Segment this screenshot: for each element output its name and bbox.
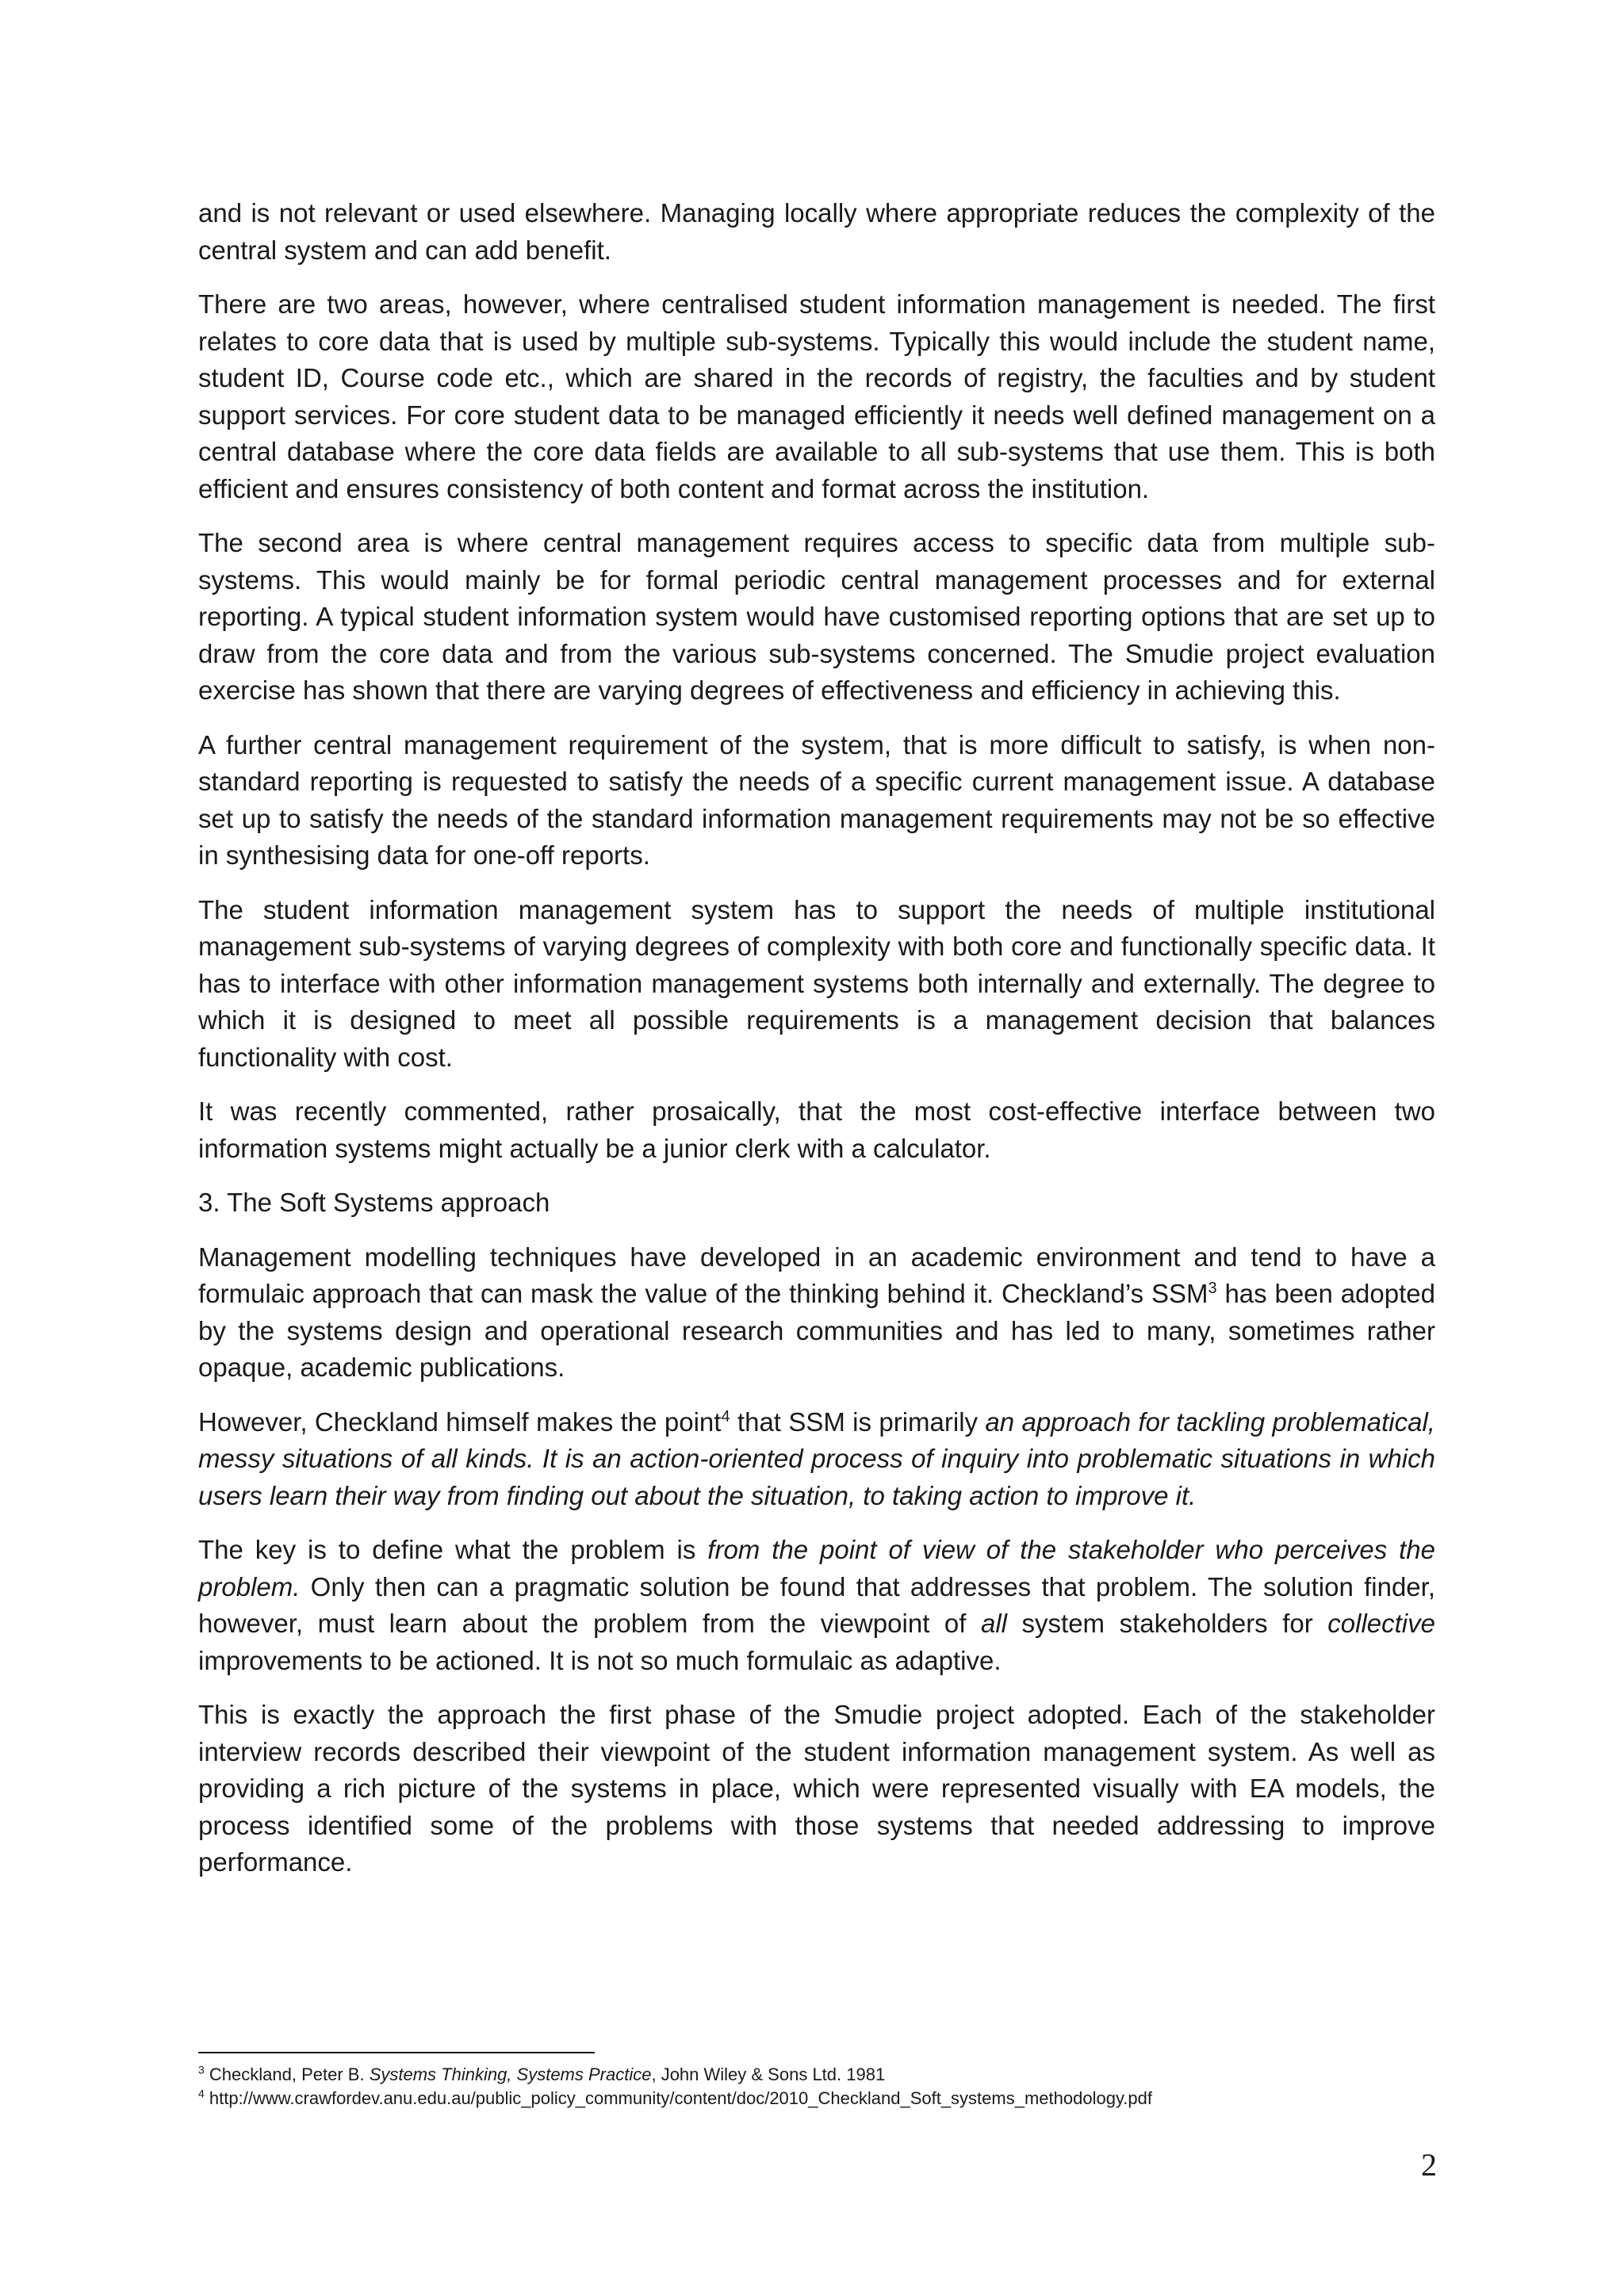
- paragraph-modelling-techniques: [198, 1239, 1435, 1387]
- key-text-4: improvements to be actioned. It is not so much formulaic as adaptive.: [198, 1645, 1002, 1675]
- key-text-1: The key is to define what the problem is: [198, 1535, 708, 1564]
- page-number: 2: [1421, 2147, 1437, 2183]
- paragraph-centralised-areas: There are two areas, however, where centralised student information management is needed. The first relates to core data that is used by multiple sub-systems. Typically this would include the student name, student ID, Course code etc., which are shared in the records of registry, the faculties and by student support services. For core student data to be managed efficiently it needs well defined management on a central database where the core data fields are available to all sub-systems that use them. This is both efficient and ensures consistency of both content and format across the institution.: [198, 289, 1435, 503]
- paragraph-checkland-point: [198, 1404, 1435, 1515]
- footnote-divider: [198, 2052, 595, 2053]
- footnote-4-url[interactable]: http://www.crawfordev.anu.edu.au/public_policy_community/content/doc/2010_Checkland_Soft_systems_methodology.pdf: [204, 2088, 1153, 2108]
- ssm-text-before: Management modelling techniques have developed in an academic environment and tend to have a formulaic approach that can mask the value of the thinking behind it. Checkland’s SSM: [198, 1242, 1435, 1308]
- paragraph-second-area: The second area is where central management requires access to specific data from multiple sub-systems. This would mainly be for formal periodic central management processes and for external reporting. A typical student information system would have customised reporting options that are set up to draw from the core data and from the various sub-systems concerned. The Smudie project evaluation exercise has shown that there are varying degrees of effectiveness and efficiency in achieving this.: [198, 528, 1435, 705]
- footnote-ref-4[interactable]: 4: [721, 1407, 730, 1425]
- footnote-3-text-before: Checkland, Peter B.: [204, 2064, 370, 2084]
- checkland-text-middle: that SSM is primarily: [730, 1406, 986, 1437]
- footnote-4: [198, 2087, 1467, 2110]
- key-text-3: system stakeholders for: [1007, 1609, 1328, 1638]
- key-text-2: Only then can a pragmatic solution be found that addresses that problem. The solution finder, however, must learn about the problem from the viewpoint of: [198, 1571, 1435, 1638]
- paragraph-system-support: The student information management system has to support the needs of multiple institutional management sub-systems of varying degrees of complexity with both core and functionally specific data. It has to interface with other information management systems both internally and externally. The degree to which it is designed to meet all possible requirements is a management decision that balances functionality with cost.: [198, 894, 1435, 1072]
- footnote-3: [198, 2063, 1467, 2087]
- paragraph-junior-clerk: It was recently commented, rather prosaically, that the most cost-effective interface between two information systems might actually be a junior clerk with a calculator.: [198, 1096, 1435, 1163]
- key-italic-3: collective: [1327, 1609, 1435, 1638]
- footnote-ref-3[interactable]: 3: [1208, 1280, 1217, 1297]
- footnote-3-text-after: , John Wiley & Sons Ltd. 1981: [651, 2064, 886, 2084]
- paragraph-non-standard-reporting: A further central management requirement of the system, that is more difficult to satisfy, is when non-standard reporting is requested to satisfy the needs of a specific current management issue. A database set up to satisfy the needs of the standard information management requirements may not be so effective in synthesising data for one-off reports.: [198, 729, 1435, 870]
- footnotes: [198, 2063, 1467, 2110]
- checkland-text-before: However, Checkland himself makes the point: [198, 1406, 722, 1437]
- ssm-text-after: has been adopted by the systems design and operational research communities and has led to many, sometimes rather opaque, academic publications.: [198, 1279, 1435, 1382]
- checkland-quote: an approach for tackling problematical, messy situations of all kinds. It is an action-oriented process of inquiry into problematic situations in which users learn their way from finding out about the situation, to taking action to improve it.: [198, 1406, 1435, 1510]
- paragraph-smudie-approach: This is exactly the approach the first phase of the Smudie project adopted. Each of the stakeholder interview records described their viewpoint of the student information management system. As well as providing a rich picture of the systems in place, which were represented visually with EA models, the process identified some of the problems with those systems that needed addressing to improve performance.: [198, 1700, 1435, 1877]
- footnote-number-3: 3: [198, 2063, 205, 2076]
- key-italic-1: from the point of view of the stakeholder who perceives the problem.: [198, 1535, 1435, 1601]
- key-italic-2: all: [980, 1609, 1007, 1638]
- paragraph-local-management: and is not relevant or used elsewhere. Managing locally where appropriate reduces the complexity of the central system and can add benefit.: [198, 198, 1435, 265]
- body-text: [198, 195, 1435, 1899]
- paragraph-key-definition: [198, 1532, 1435, 1679]
- footnote-number-4: 4: [198, 2087, 205, 2100]
- section-heading: 3. The Soft Systems approach: [198, 1188, 550, 1217]
- footnote-3-book-title: Systems Thinking, Systems Practice: [369, 2064, 652, 2084]
